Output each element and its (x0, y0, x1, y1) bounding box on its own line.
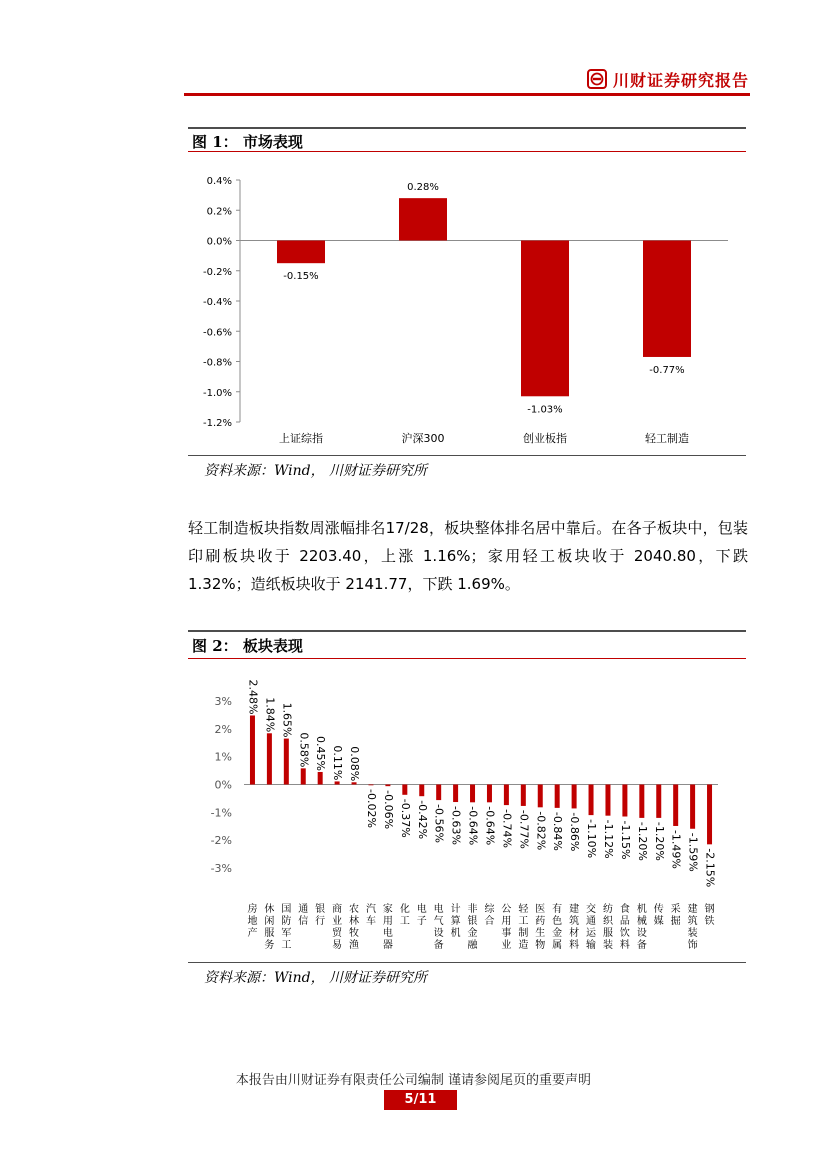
chart2-category-label: 电气设备 (433, 904, 444, 951)
chart2-category-label: 传媒 (653, 904, 664, 927)
chart2-data-label: -1.15% (618, 820, 632, 860)
chart2-data-label: -1.49% (669, 829, 683, 869)
chart2-data-label: -1.59% (686, 832, 700, 872)
chart1-y-tick-label: -0.4% (202, 297, 232, 308)
chart2-bar (267, 733, 272, 784)
chart2-bar (436, 785, 441, 801)
figure2-source: 资料来源：Wind， 川财证券研究所 (204, 970, 428, 986)
chart1-category-label: 创业板指 (523, 432, 567, 445)
chart2-category-label: 化工 (399, 904, 410, 927)
chart2-data-label: 1.84% (263, 697, 277, 733)
chart2-category-label: 机械设备 (636, 904, 647, 951)
chart2-bar (368, 785, 373, 786)
chart2-category-label: 家用电器 (382, 904, 393, 951)
chart2-bar (301, 768, 306, 784)
chart2-bar (385, 785, 390, 787)
chart2-category-label: 农林牧渔 (349, 904, 360, 951)
chart1-category-label: 轻工制造 (645, 432, 689, 445)
chart2-category-label: 轻工制造 (518, 904, 529, 951)
chart2-bar (605, 785, 610, 816)
chart2-data-label: -0.84% (551, 811, 565, 851)
figure2-top-rule (188, 630, 746, 632)
chart2-bar (453, 785, 458, 803)
chart2-bar (656, 785, 661, 818)
chart2-category-label: 计算机 (450, 904, 461, 939)
chart2-data-label: 2.48% (246, 679, 260, 715)
chart1-data-label: -1.03% (527, 404, 563, 416)
chart2-data-label: 0.58% (297, 732, 311, 768)
chart2-y-tick-label: 2% (214, 722, 232, 736)
chart2-data-label: -1.20% (635, 821, 649, 861)
chart2-category-label: 交通运输 (586, 904, 597, 951)
figure1-bottom-rule (188, 455, 746, 456)
figure2-title-rule (188, 658, 746, 659)
chart2-data-label: 0.45% (314, 735, 328, 771)
chart2-data-label: -0.02% (364, 789, 378, 828)
chart2-category-label: 纺织服装 (602, 904, 613, 951)
chart2-category-label: 国防军工 (281, 904, 292, 951)
chart2-bar (284, 739, 289, 785)
chart2-data-label: -0.42% (415, 800, 429, 840)
chart1-category-label: 上证综指 (279, 432, 323, 445)
chart2-bar (487, 785, 492, 803)
chart2-y-tick-label: -1% (210, 806, 232, 820)
chart2-bar (572, 785, 577, 809)
chart2-data-label: -0.82% (534, 811, 548, 851)
chart2-data-label: 0.08% (348, 746, 362, 782)
chart2-category-label: 钢铁 (704, 904, 715, 927)
chart2-category-label: 医药生物 (535, 904, 546, 951)
chart1-y-tick-label: 0.4% (206, 176, 232, 187)
figure1-title-rule (188, 151, 746, 152)
chart2-bar (318, 772, 323, 785)
chart1-y-tick-label: -1.0% (202, 387, 232, 399)
chart2-bar (352, 782, 357, 784)
chart2-bar (707, 785, 712, 845)
chart1-bar (399, 198, 447, 240)
chart2-category-label: 建筑材料 (569, 904, 580, 951)
chart2-y-tick-label: 1% (214, 750, 232, 764)
chart2-data-label: -2.15% (703, 848, 717, 888)
chart1-data-label: -0.15% (283, 271, 319, 283)
chart2-data-label: -0.64% (483, 806, 497, 846)
chart2-data-label: 1.65% (280, 702, 294, 738)
chart2-bar (639, 785, 644, 818)
chart2-category-label: 综合 (484, 904, 495, 927)
chart1-y-tick-label: -0.6% (202, 327, 232, 339)
chart2-data-label: -0.86% (568, 812, 582, 852)
chart2-data-label: -0.64% (466, 806, 480, 846)
chart1-y-tick-label: 0.0% (206, 236, 232, 248)
chart2-data-label: -1.20% (652, 821, 666, 861)
chart2-data-label: -0.63% (449, 806, 463, 845)
chart2-bar (504, 785, 509, 806)
figure2-title: 图 2： 板块表现 (192, 637, 303, 655)
chart2-y-tick-label: -2% (210, 834, 232, 848)
chart1-bar (643, 241, 691, 357)
chart2-bar (402, 785, 407, 795)
chart2-category-label: 休闲服务 (264, 904, 275, 951)
page-number: 5/11 (384, 1090, 457, 1110)
chart2-bar (419, 785, 424, 797)
chart2-category-label: 公用事业 (501, 904, 512, 951)
brand-name: 川财证券研究报告 (612, 70, 749, 90)
chart2-data-label: -0.37% (398, 798, 412, 838)
chart2-bar (538, 785, 543, 808)
chart2-category-label: 电子 (416, 904, 427, 927)
chart1-bar (277, 241, 325, 264)
chart2-category-label: 通信 (298, 904, 309, 927)
chart2-y-tick-label: 0% (214, 778, 232, 792)
chart2-bar (335, 781, 340, 784)
chart1-y-tick-label: 0.2% (206, 206, 232, 218)
figure2-bottom-rule (188, 962, 746, 963)
chart2-category-label: 建筑装饰 (687, 904, 698, 951)
chart1-category-label: 沪深300 (401, 432, 445, 445)
chart2-data-label: -0.74% (500, 809, 514, 849)
market-performance-chart (188, 160, 746, 456)
chart1-data-label: -0.77% (649, 364, 685, 376)
chart1-data-label: 0.28% (407, 182, 439, 194)
chart2-data-label: -0.56% (432, 804, 446, 844)
header-rule (184, 93, 750, 96)
chart2-bar (555, 785, 560, 808)
chart2-y-tick-label: 3% (214, 695, 232, 708)
chart2-category-label: 有色金属 (552, 904, 563, 951)
chart2-y-tick-label: -3% (210, 862, 232, 875)
chart2-category-label: 采掘 (670, 904, 681, 927)
chart2-data-label: -1.10% (585, 819, 599, 859)
chart2-data-label: -0.77% (517, 809, 531, 849)
chart2-bar (589, 785, 594, 816)
chart2-category-label: 食品饮料 (619, 904, 630, 951)
figure1-top-rule (188, 127, 746, 129)
sector-performance-chart (188, 662, 746, 962)
chart2-category-label: 房地产 (247, 904, 258, 939)
chart1-y-tick-label: -0.8% (202, 357, 232, 369)
body-paragraph: 轻工制造板块指数周涨幅排名17/28，板块整体排名居中靠后。在各子板块中，包装印刷板块收于 2203.40，上涨 1.16%；家用轻工板块收于 2040.80，下跌 1.32%；造纸板块收于 2141.77，下跌 1.69%。 (188, 519, 748, 593)
chart2-bar (690, 785, 695, 829)
chart2-bar (470, 785, 475, 803)
chart1-y-tick-label: -1.2% (202, 418, 232, 429)
chart2-data-label: -0.06% (381, 790, 395, 830)
figure1-title: 图 1： 市场表现 (192, 133, 303, 151)
brand-logo-icon (587, 69, 607, 89)
chart1-bar (521, 241, 569, 397)
chart2-bar (622, 785, 627, 817)
chart2-category-label: 汽车 (365, 904, 376, 927)
header-brand (587, 66, 749, 92)
chart2-data-label: 0.11% (331, 745, 345, 781)
chart2-category-label: 商业贸易 (332, 904, 343, 951)
chart2-bar (521, 785, 526, 806)
chart2-category-label: 非银金融 (467, 904, 478, 951)
chart2-category-label: 银行 (315, 904, 326, 927)
chart2-bar (250, 715, 255, 784)
chart2-bar (673, 785, 678, 826)
footer-notice: 本报告由川财证券有限责任公司编制 谨请参阅尾页的重要声明 (235, 1073, 592, 1088)
figure1-source: 资料来源：Wind， 川财证券研究所 (204, 463, 428, 479)
chart2-data-label: -1.12% (601, 819, 615, 859)
chart1-y-tick-label: -0.2% (202, 266, 232, 278)
